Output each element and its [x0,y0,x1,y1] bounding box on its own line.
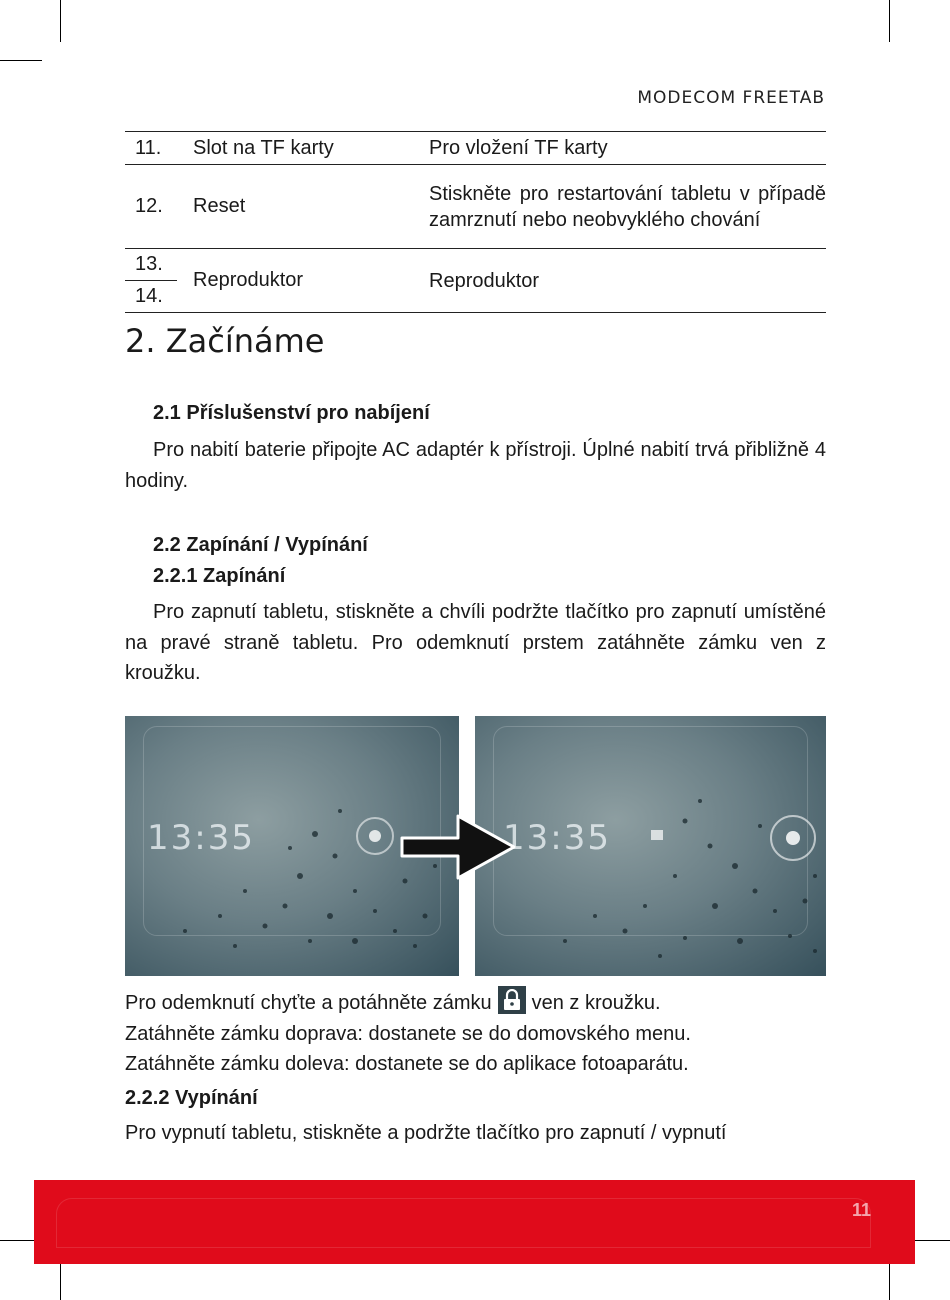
row-number-stack [125,249,177,312]
crop-mark [60,1258,61,1300]
paragraph-text: Pro nabití baterie připojte AC adaptér k přístroji. Úplné nabití trvá přibližně 4 hodiny. [125,439,826,492]
row-part-name: Reproduktor [193,269,304,291]
paragraph-text: Pro zapnutí tabletu, stiskněte a chvíli podržte tlačítko pro zapnutí umístěné na pravé straně tabletu. Pro odemknutí prstem zatáhněte zámku ven z kroužku. [125,601,826,684]
paragraph [125,435,826,496]
table-row [125,249,826,313]
section-title: 2. Začínáme [125,322,325,360]
lock-icon [498,986,526,1014]
spec-table [125,131,826,313]
footer-bar [34,1180,915,1264]
table-row [125,132,826,165]
subsection-heading: 2.2.1 Zapínání [153,565,286,587]
row-description: Reproduktor [429,269,540,292]
clock-time: 13:35 [503,818,611,858]
paragraph-text: ven z kroužku. [531,992,661,1014]
row-description: Pro vložení TF karty [429,137,608,159]
paragraph-text: Pro odemknutí chyťte a potáhněte zámku [125,992,492,1014]
running-header: MODECOM FREETAB [637,88,825,108]
row-number: 12. [135,195,163,217]
clock-time: 13:35 [147,818,255,858]
row-part-name: Reset [193,195,246,217]
paragraph-text: Zatáhněte zámku doprava: dostanete se do domovského menu. [125,1022,691,1045]
table-row [125,165,826,249]
crop-mark [60,0,61,42]
crop-mark [889,1258,890,1300]
row-part-name: Slot na TF karty [193,136,334,159]
crop-mark [889,0,890,42]
lockscreen-screenshot-after [475,716,826,976]
subsection-heading: 2.2.2 Vypínání [125,1087,258,1109]
paragraph [125,1118,826,1149]
subsection-heading: 2.2 Zapínání / Vypínání [153,534,368,556]
subsection-heading: 2.1 Příslušenství pro nabíjení [153,402,430,424]
paragraph-text: Pro vypnutí tabletu, stiskněte a podržte tlačítko pro zapnutí / vypnutí [125,1122,727,1144]
footer-bar-inner [56,1198,871,1248]
paragraph-text: Zatáhněte zámku doleva: dostanete se do aplikace fotoaparátu. [125,1053,689,1075]
row-number: 11. [135,136,162,159]
crop-mark [0,60,42,61]
paragraph [125,597,826,689]
row-number: 13. [125,249,177,281]
row-number-cell [125,249,193,313]
paragraph [125,986,826,1080]
row-description: Stiskněte pro restartování tabletu v případě zamrznutí nebo neobvyklého chování [429,182,826,231]
row-number: 14. [135,285,163,307]
page-number: 11 [851,1200,871,1220]
arrow-right-icon [400,812,518,882]
raindrops-and-lock-ring [475,716,826,976]
